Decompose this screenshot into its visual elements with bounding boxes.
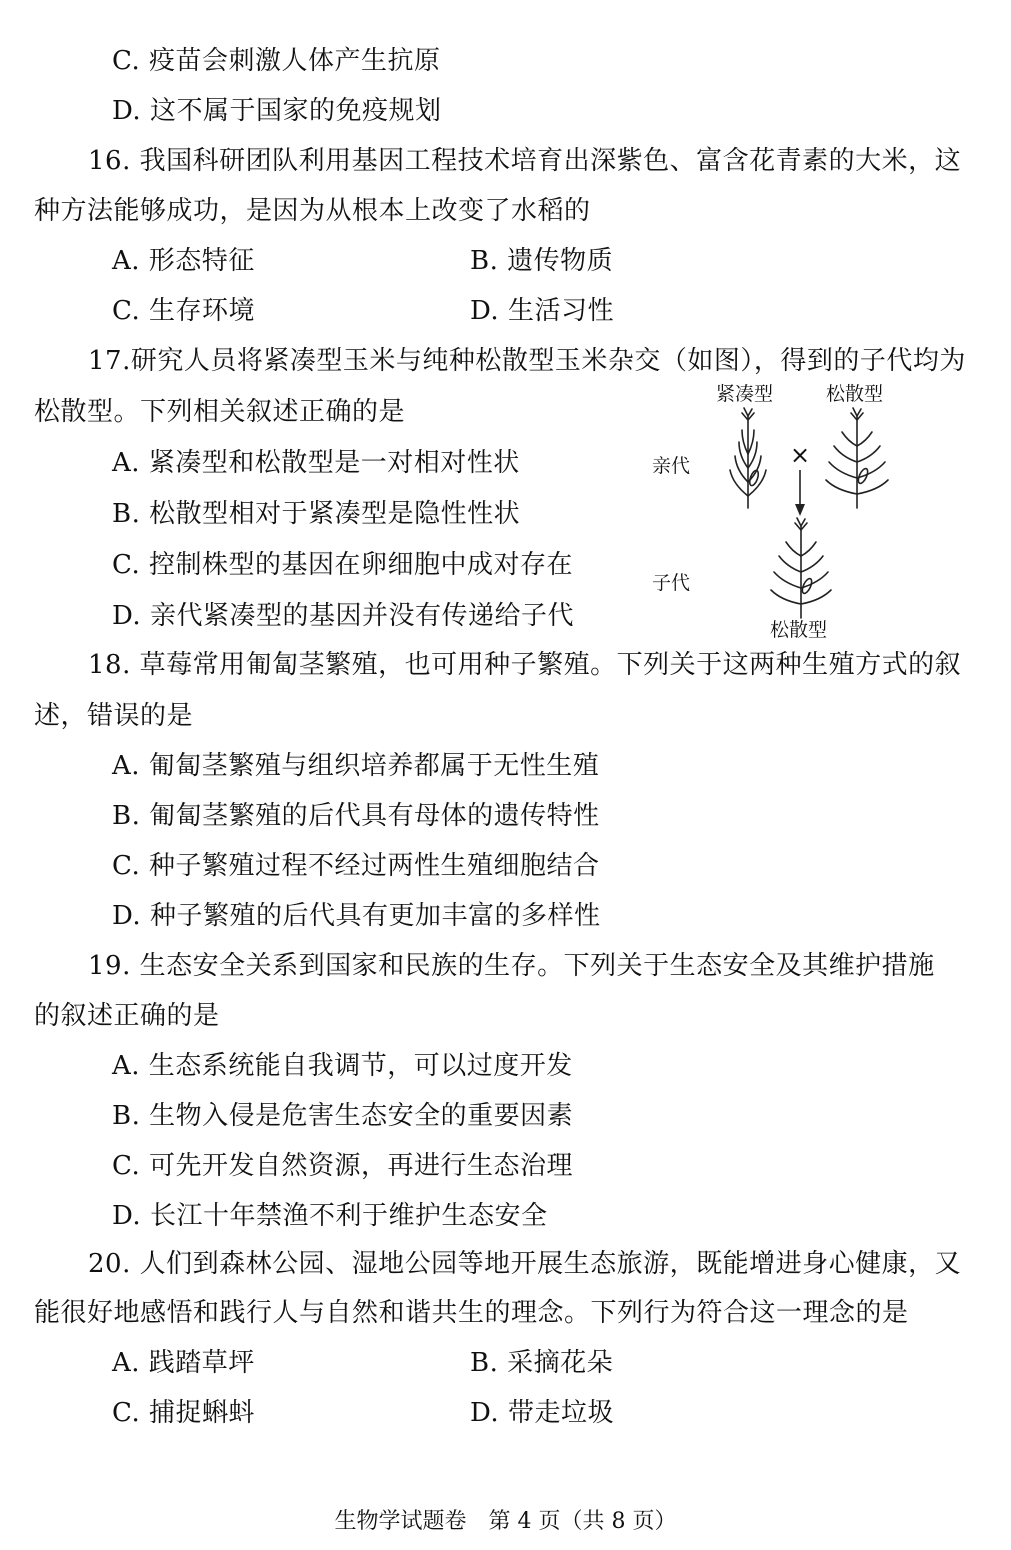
label-compact-parent: 紧凑型: [716, 383, 774, 405]
q16-option-d: D. 生活习性: [470, 296, 614, 326]
cross-symbol: ×: [790, 441, 811, 469]
q17-option-d: D. 亲代紧凑型的基因并没有传递给子代: [112, 601, 574, 631]
q16-option-a: A. 形态特征: [112, 246, 255, 276]
compact-corn-plant-illustration: [718, 408, 778, 508]
loose-corn-plant-child-illustration: [768, 518, 834, 618]
q20-option-b: B. 采摘花朵: [470, 1348, 614, 1378]
q20-stem-line2: 能很好地感悟和践行人与自然和谐共生的理念。下列行为符合这一理念的是: [34, 1298, 909, 1328]
q17-option-b: B. 松散型相对于紧凑型是隐性性状: [112, 499, 521, 529]
q18-option-b: B. 匍匐茎繁殖的后代具有母体的遗传特性: [112, 801, 600, 831]
q17-option-a: A. 紧凑型和松散型是一对相对性状: [112, 448, 520, 478]
page-footer: 生物学试题卷 第 4 页（共 8 页）: [334, 1509, 677, 1534]
q16-option-b: B. 遗传物质: [470, 246, 614, 276]
q20-option-d: D. 带走垃圾: [470, 1398, 614, 1428]
q16-option-c: C. 生存环境: [112, 296, 255, 326]
q17-stem-line1: 17.研究人员将紧凑型玉米与纯种松散型玉米杂交（如图），得到的子代均为: [88, 346, 966, 376]
label-child-generation: 子代: [652, 572, 691, 594]
q18-stem-line1: 18. 草莓常用匍匐茎繁殖，也可用种子繁殖。下列关于这两种生殖方式的叙: [88, 650, 962, 680]
q19-option-d: D. 长江十年禁渔不利于维护生态安全: [112, 1201, 548, 1231]
q15-option-d: D. 这不属于国家的免疫规划: [112, 96, 442, 126]
q18-option-d: D. 种子繁殖的后代具有更加丰富的多样性: [112, 901, 601, 931]
q15-option-c: C. 疫苗会刺激人体产生抗原: [112, 46, 441, 76]
label-parent-generation: 亲代: [652, 455, 691, 477]
q17-option-c: C. 控制株型的基因在卵细胞中成对存在: [112, 550, 573, 580]
q19-option-a: A. 生态系统能自我调节，可以过度开发: [112, 1051, 573, 1081]
q19-option-c: C. 可先开发自然资源，再进行生态治理: [112, 1151, 573, 1181]
loose-corn-plant-parent-illustration: [822, 408, 892, 508]
q16-stem-line2: 种方法能够成功，是因为从根本上改变了水稻的: [34, 196, 591, 226]
q16-stem-line1: 16. 我国科研团队利用基因工程技术培育出深紫色、富含花青素的大米，这: [88, 146, 962, 176]
q17-stem-line2: 松散型。下列相关叙述正确的是: [34, 397, 406, 427]
q19-stem-line1: 19. 生态安全关系到国家和民族的生存。下列关于生态安全及其维护措施: [88, 951, 935, 981]
q20-option-c: C. 捕捉蝌蚪: [112, 1398, 255, 1428]
q18-option-c: C. 种子繁殖过程不经过两性生殖细胞结合: [112, 851, 600, 881]
label-loose-child: 松散型: [770, 619, 828, 641]
down-arrow-icon: [794, 470, 806, 516]
q18-stem-line2: 述，错误的是: [34, 701, 194, 731]
q20-stem-line1: 20. 人们到森林公园、湿地公园等地开展生态旅游，既能增进身心健康，又: [88, 1249, 962, 1279]
q19-option-b: B. 生物入侵是危害生态安全的重要因素: [112, 1101, 574, 1131]
q19-stem-line2: 的叙述正确的是: [34, 1001, 220, 1031]
q18-option-a: A. 匍匐茎繁殖与组织培养都属于无性生殖: [112, 751, 600, 781]
q20-option-a: A. 践踏草坪: [112, 1348, 255, 1378]
label-loose-parent: 松散型: [826, 383, 884, 405]
